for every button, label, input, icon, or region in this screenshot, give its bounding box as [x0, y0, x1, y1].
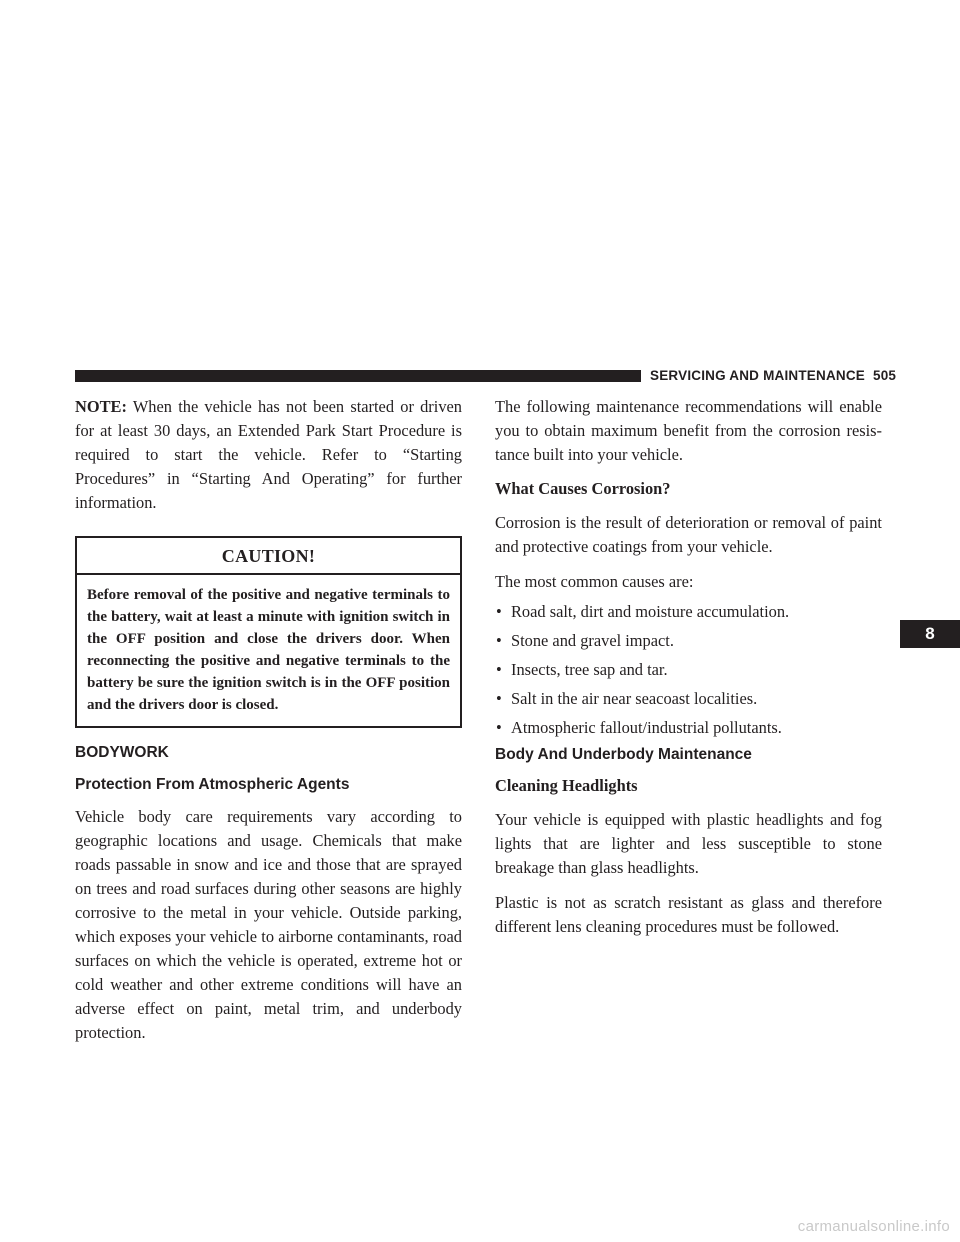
caution-title: CAUTION!	[77, 538, 460, 575]
bullet-icon: •	[496, 689, 502, 708]
what-causes-heading: What Causes Corrosion?	[495, 479, 671, 498]
note-text: When the vehicle has not been started or driven for at least 30 days, an Extended Park Start Procedure is required to start the vehicle. Refer to “Starting Procedures” in “Starting And Operating” for further information.	[75, 397, 462, 512]
page-number: 505	[873, 368, 897, 383]
header-rule	[75, 370, 641, 382]
causes-intro: The most common causes are:	[495, 572, 694, 591]
chapter-tab: 8	[900, 620, 960, 648]
list-item: • Insects, tree sap and tar.	[495, 658, 882, 682]
note-label: NOTE:	[75, 397, 127, 416]
caution-body: Before removal of the positive and negative terminals to the battery, wait at least a minute with ignition switch in the OFF position and close the drivers door. When reconnecting the positive and negative terminals to the battery be sure the ignition switch is in the OFF position and the drivers door is closed.	[87, 587, 450, 713]
bullet-icon: •	[496, 631, 502, 650]
cleaning-headlights-heading: Cleaning Headlights	[495, 776, 638, 795]
cleaning-paragraph-1: Your vehicle is equipped with plastic headlights and fog lights that are lighter and less susceptible to stone breakage than glass headlights.	[495, 810, 882, 877]
list-item: • Salt in the air near seacoast localities.	[495, 687, 882, 711]
running-header	[650, 368, 897, 384]
list-item: • Atmospheric fallout/industrial pollutants.	[495, 716, 882, 740]
body-paragraph: Vehicle body care requirements vary according to geographic locations and usage. Chemicals that make roads passable in snow and ice and those that are sprayed on trees and road surfaces during other seasons are highly corrosive to the metal in your vehicle. Outside parking, which exposes your vehicle to airborne contaminants, road surfaces on which the vehicle is operated, extreme hot or cold weather and other extreme conditions will have an adverse effect on paint, metal trim, and underbody protection.	[75, 807, 462, 1042]
subsection-heading: Protection From Atmospheric Agents	[75, 776, 350, 793]
intro-paragraph: The following maintenance recommendations will enable you to obtain maximum benefit from the corrosion resis-tance built into your vehicle.	[495, 397, 882, 464]
bullet-icon: •	[496, 660, 502, 679]
watermark: carmanualsonline.info	[797, 1218, 950, 1235]
list-item: • Stone and gravel impact.	[495, 629, 882, 653]
list-item: • Road salt, dirt and moisture accumulation.	[495, 600, 882, 624]
right-column	[495, 395, 882, 939]
causes-list	[495, 600, 882, 740]
cleaning-paragraph-2: Plastic is not as scratch resistant as glass and therefore different lens cleaning procedures must be followed.	[495, 893, 882, 936]
body-maintenance-heading: Body And Underbody Maintenance	[495, 746, 752, 763]
left-column	[75, 395, 462, 1045]
bullet-icon: •	[496, 718, 502, 737]
bullet-icon: •	[496, 602, 502, 621]
note-paragraph	[75, 395, 462, 515]
corrosion-definition: Corrosion is the result of deterioration or removal of paint and protective coatings from your vehicle.	[495, 513, 882, 556]
section-title: SERVICING AND MAINTENANCE	[650, 368, 866, 383]
caution-box	[75, 536, 462, 728]
section-heading: BODYWORK	[75, 744, 169, 761]
